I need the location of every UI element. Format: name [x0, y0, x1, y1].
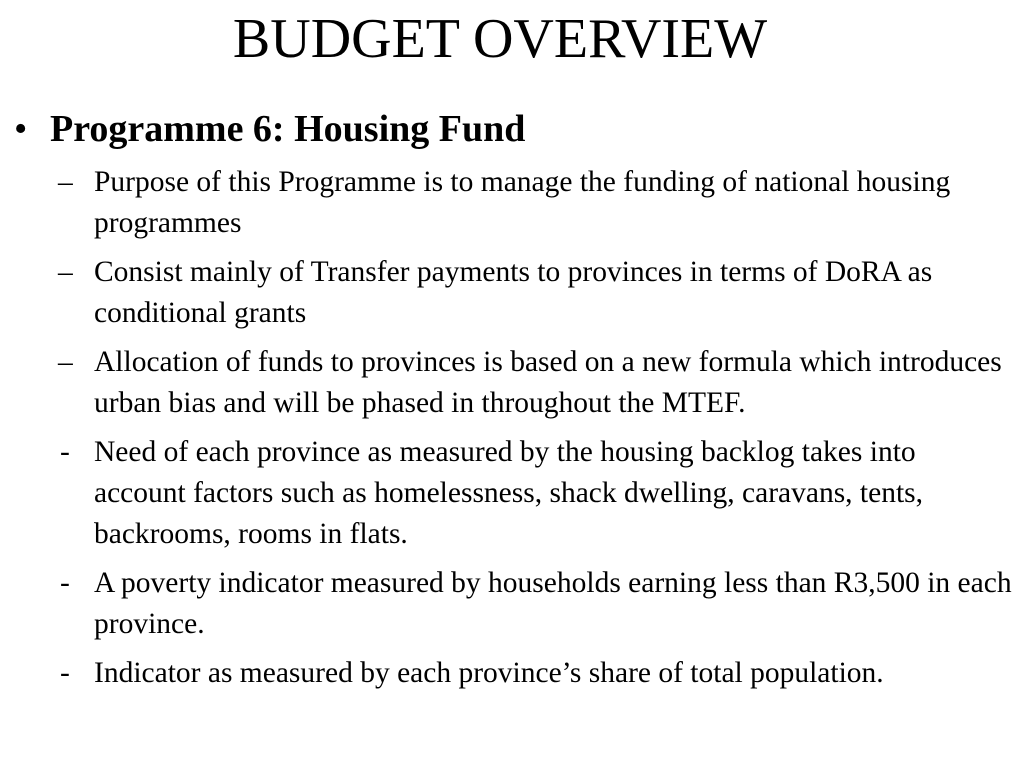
sub-bullet-text: Need of each province as measured by the housing backlog takes into account factors such as homelessness, shack dwelling, caravans, tents, backrooms, rooms in flats.: [94, 436, 924, 550]
sub-bullet-text: Consist mainly of Transfer payments to provinces in terms of DoRA as conditional grants: [94, 256, 933, 329]
slide-content: [0, 104, 1024, 702]
main-bullet-text: Programme 6: Housing Fund: [50, 108, 526, 150]
sub-bullet-marker: -: [60, 436, 70, 468]
sub-bullet-item: [0, 162, 1024, 244]
sub-bullet-text: Allocation of funds to provinces is based on a new formula which introduces urban bias and will be phased in throughout the MTEF.: [94, 346, 1002, 419]
sub-bullet-list: [0, 162, 1024, 694]
sub-bullet-marker: –: [58, 346, 73, 378]
sub-bullet-marker: –: [58, 256, 73, 288]
sub-bullet-item: [0, 432, 1024, 555]
sub-bullet-text: A poverty indicator measured by households earning less than R3,500 in each province.: [94, 567, 1012, 640]
sub-bullet-marker: -: [60, 657, 70, 689]
sub-bullet-text: Purpose of this Programme is to manage the funding of national housing programmes: [94, 166, 951, 239]
slide-title: BUDGET OVERVIEW: [232, 8, 768, 70]
bullet-marker: •: [14, 108, 28, 150]
sub-bullet-marker: -: [60, 567, 70, 599]
sub-bullet-marker: –: [58, 166, 73, 198]
sub-bullet-text: Indicator as measured by each province’s share of total population.: [94, 657, 884, 689]
sub-bullet-item: [0, 342, 1024, 424]
main-bullet: [0, 104, 1024, 154]
sub-bullet-item: [0, 252, 1024, 334]
sub-bullet-item: [0, 653, 1024, 694]
sub-bullet-item: [0, 563, 1024, 645]
